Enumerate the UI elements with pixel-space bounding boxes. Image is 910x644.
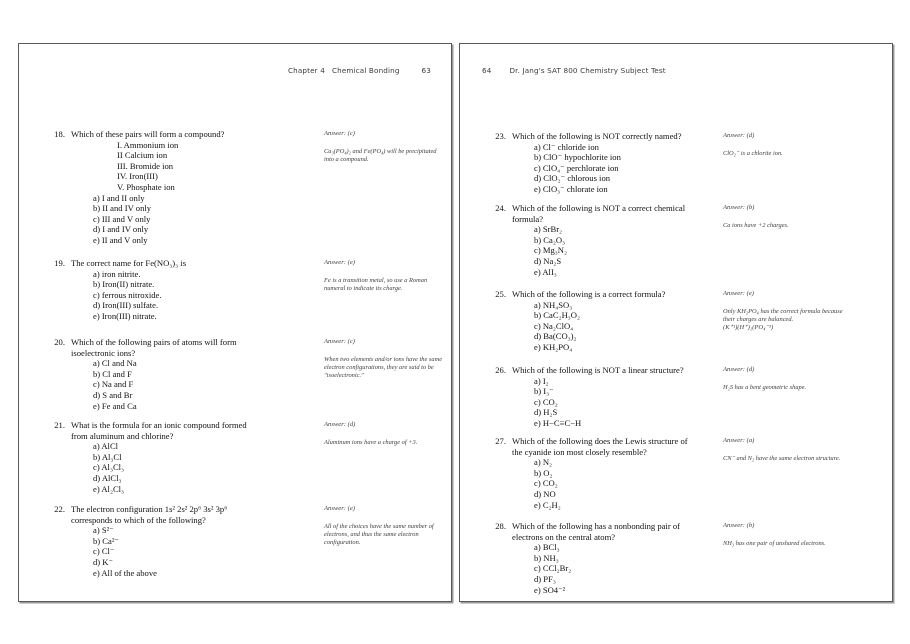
question-stem — [54, 420, 303, 431]
answer-choice[interactable]: b) O₂ — [534, 467, 553, 478]
answer-choice[interactable]: b) NH₃ — [534, 552, 559, 563]
question-body — [495, 131, 744, 195]
answer-explanation: Only KH₂PO₄ has the correct formula because their charges are balanced. (K⁺¹)(H⁺)₂(PO₄⁻³) — [723, 307, 843, 332]
answer-key: Answer: (d) — [723, 366, 755, 373]
question-stem — [495, 365, 744, 376]
answer-key: Answer: (d) — [324, 421, 356, 428]
question-stem-cont — [512, 214, 744, 225]
answer-choice[interactable]: c) Na₂ClO₄ — [534, 320, 574, 331]
question-text: Which of the following pairs of atoms will form — [71, 337, 237, 347]
answer-choice[interactable]: a) Cl⁻ chloride ion — [534, 141, 599, 152]
answer-choice[interactable]: e) II and V only — [93, 234, 148, 245]
question-stem — [54, 504, 303, 515]
answer-choice[interactable]: e) All of the above — [93, 567, 157, 578]
answer-choice[interactable]: d) PF₃ — [534, 573, 556, 584]
answer-key: Answer: (c) — [324, 338, 355, 345]
answer-choice[interactable]: d) ClO₂⁻ chlorous ion — [534, 173, 611, 184]
question-text: The electron configuration 1s² 2s² 2p⁶ 3s² 3p⁶ — [71, 504, 228, 514]
answer-choice[interactable]: b) CaC₂H₃O₂ — [534, 310, 580, 321]
answer-annotation — [324, 130, 444, 164]
answer-choice[interactable]: e) Iron(III) nitrate. — [93, 310, 157, 321]
question-stem — [495, 131, 744, 142]
answer-choice[interactable]: d) NO — [534, 488, 556, 499]
question-number: 25. — [495, 289, 506, 299]
question-text: The correct name for Fe(NO₃)₃ is — [71, 258, 187, 268]
answer-choice[interactable]: a) Cl and Na — [93, 358, 137, 369]
answer-annotation — [723, 522, 843, 548]
answer-choice[interactable]: e) Fe and Ca — [93, 400, 137, 411]
question-number: 23. — [495, 131, 506, 141]
answer-annotation — [723, 132, 843, 158]
answer-key: Answer: (e) — [324, 259, 355, 266]
question-number: 24. — [495, 203, 506, 213]
answer-choice[interactable]: a) SrBr₂ — [534, 224, 563, 235]
answer-choice[interactable]: e) KH₂PO₄ — [534, 341, 573, 352]
question-number: 19. — [54, 258, 65, 268]
question-stem — [495, 521, 744, 532]
question-text: isoelectronic ions? — [71, 347, 136, 358]
answer-choice[interactable]: d) Ba(CO₃)₂ — [534, 331, 577, 342]
question-body — [495, 436, 744, 510]
answer-choice[interactable]: a) I₂ — [534, 375, 549, 386]
header-page-number: 64 — [482, 66, 492, 75]
answer-key: Answer: (d) — [723, 132, 755, 139]
answer-annotation — [324, 421, 444, 447]
answer-explanation: Fe is a transition metal, so use a Roman numeral to indicate its charge. — [324, 276, 428, 292]
answer-choice[interactable]: c) Mg₃N₂ — [534, 245, 567, 256]
answer-choice[interactable]: a) S²⁻ — [93, 525, 114, 536]
question-body — [495, 203, 744, 277]
question-roman-item: II Calcium ion — [117, 150, 168, 161]
question-number: 21. — [54, 420, 65, 430]
header-page-number: 63 — [421, 66, 431, 75]
question-text: from aluminum and chlorine? — [71, 430, 174, 441]
answer-choice[interactable]: e) AlI₃ — [534, 266, 557, 277]
answer-choice[interactable]: b) Ca²⁻ — [93, 535, 119, 546]
question-roman-item: V. Phosphate ion — [117, 181, 175, 192]
answer-annotation — [324, 259, 444, 293]
answer-key: Answer: (b) — [723, 204, 755, 211]
answer-choice[interactable]: d) H₂S — [534, 407, 558, 418]
question-stem — [495, 203, 744, 214]
answer-key: Answer: (c) — [324, 130, 355, 137]
question-roman-item: I. Ammonium ion — [117, 139, 179, 150]
answer-choice[interactable]: c) CCl₂Br₂ — [534, 563, 572, 574]
question-text: electrons on the central atom? — [512, 531, 616, 542]
answer-choice[interactable]: b) II and IV only — [93, 203, 152, 214]
answer-choice[interactable]: c) CO₂ — [534, 478, 558, 489]
header-chapter-label: Chapter 4 — [288, 66, 325, 75]
answer-explanation: NH₃ has one pair of unshared electrons. — [723, 539, 826, 547]
page-left — [18, 43, 452, 602]
page-right — [459, 43, 893, 602]
answer-choice[interactable]: e) SO4⁻² — [534, 584, 566, 595]
answer-choice[interactable]: a) NH₄SO₃ — [534, 299, 573, 310]
answer-choice[interactable]: c) Cl⁻ — [93, 546, 115, 557]
answer-choice[interactable]: a) I and II only — [93, 192, 145, 203]
answer-key: Answer: (a) — [723, 437, 755, 444]
question-stem — [495, 436, 744, 447]
answer-choice[interactable]: e) H−C≡C−H — [534, 417, 582, 428]
answer-explanation: Ca₃(PO₄)₂ and Fe(PO₄) will be precipitated into a compound. — [324, 147, 437, 163]
question-text: Which of the following has a nonbonding pair of — [512, 521, 681, 531]
question-body — [54, 504, 303, 578]
question-number: 18. — [54, 129, 65, 139]
question-text: Which of the following is NOT a correct chemical — [512, 203, 686, 213]
question-stem — [54, 337, 303, 348]
question-stem — [54, 129, 303, 140]
answer-explanation: Ca ions have +2 charges. — [723, 221, 789, 229]
answer-choice[interactable]: e) ClO₃⁻ chlorate ion — [534, 183, 608, 194]
question-body — [495, 521, 744, 595]
answer-choice[interactable]: e) Al₂Cl₃ — [93, 483, 125, 494]
question-stem-cont — [71, 431, 303, 442]
answer-choice[interactable]: c) ClO₄⁻ perchlorate ion — [534, 162, 619, 173]
answer-explanation-formula: (K⁺¹)(H⁺)₂(PO₄⁻³) — [723, 324, 774, 332]
answer-choice[interactable]: c) ferrous nitroxide. — [93, 289, 162, 300]
answer-explanation: All of the choices have the same number of electrons, and thus the same electron configuration. — [324, 522, 434, 547]
question-text: the cyanide ion most closely resemble? — [512, 446, 647, 457]
question-number: 26. — [495, 365, 506, 375]
answer-annotation — [723, 204, 843, 230]
answer-choice[interactable]: a) iron nitrite. — [93, 268, 141, 279]
answer-choice[interactable]: e) C₂H₂ — [534, 499, 561, 510]
header-book-title: Dr. Jang's SAT 800 Chemistry Subject Test — [509, 66, 666, 75]
question-text: Which of these pairs will form a compound? — [71, 129, 225, 139]
running-header-right — [482, 66, 666, 75]
answer-key: Answer: (e) — [723, 290, 754, 297]
answer-choice[interactable]: c) Al₃Cl₃ — [93, 462, 125, 473]
question-number: 28. — [495, 521, 506, 531]
answer-choice[interactable]: d) I and IV only — [93, 224, 149, 235]
answer-key: Answer: (b) — [723, 522, 755, 529]
question-text: Which of the following is a correct formula? — [512, 289, 666, 299]
question-text: What is the formula for an ionic compound formed — [71, 420, 247, 430]
answer-choice[interactable]: c) CO₂ — [534, 396, 558, 407]
running-header-left — [288, 66, 431, 75]
question-body — [54, 337, 303, 411]
answer-choice[interactable]: b) ClO⁻ hypochlorite ion — [534, 152, 621, 163]
answer-choice[interactable]: a) AlCl — [93, 441, 119, 452]
answer-key: Answer: (e) — [324, 505, 355, 512]
answer-choice[interactable]: a) BCl₃ — [534, 542, 560, 553]
answer-choice[interactable]: a) N₂ — [534, 457, 553, 468]
answer-choice[interactable]: b) Ca₂O₃ — [534, 234, 566, 245]
question-number: 27. — [495, 436, 506, 446]
answer-choice[interactable]: b) I₃⁻ — [534, 386, 554, 397]
answer-choice[interactable]: d) S and Br — [93, 389, 133, 400]
question-stem-cont — [512, 532, 744, 543]
answer-choice[interactable]: d) Na₂S — [534, 255, 562, 266]
answer-choice[interactable]: b) Cl and F — [93, 368, 132, 379]
question-text: Which of the following is NOT correctly named? — [512, 131, 682, 141]
answer-annotation — [723, 290, 843, 333]
question-roman-item: III. Bromide ion — [117, 160, 174, 171]
question-body — [495, 365, 744, 429]
header-chapter-title: Chemical Bonding — [331, 66, 400, 75]
question-body — [495, 289, 744, 353]
answer-annotation — [723, 366, 843, 392]
question-stem-cont — [71, 348, 303, 359]
answer-annotation — [324, 338, 444, 381]
question-text: Which of the following does the Lewis structure of — [512, 436, 688, 446]
question-text: Which of the following is NOT a linear structure? — [512, 365, 684, 375]
answer-choice[interactable]: d) Iron(III) sulfate. — [93, 300, 159, 311]
answer-choice[interactable]: b) Iron(II) nitrate. — [93, 279, 155, 290]
answer-explanation: When two elements and/or ions have the same electron configurations, they are said to be "isoelectronic." — [324, 355, 443, 380]
question-text: corresponds to which of the following? — [71, 514, 206, 525]
answer-explanation: ClO₂⁻ is a chlorite ion. — [723, 149, 783, 157]
question-number: 22. — [54, 504, 65, 514]
answer-explanation: Aluminum ions have a charge of +3. — [324, 438, 418, 446]
question-body — [54, 420, 303, 494]
question-number: 20. — [54, 337, 65, 347]
question-stem-cont — [71, 515, 303, 526]
answer-annotation — [324, 505, 444, 548]
question-stem-cont — [512, 447, 744, 458]
question-text: formula? — [512, 213, 544, 224]
question-stem — [495, 289, 744, 300]
question-body — [54, 129, 303, 246]
answer-annotation — [723, 437, 843, 463]
answer-choice[interactable]: b) Al₃Cl — [93, 451, 122, 462]
answer-choice[interactable]: c) III and V only — [93, 213, 151, 224]
answer-explanation: CN⁻ and N₂ have the same electron structure. — [723, 454, 841, 462]
answer-choice[interactable]: d) AlCl₃ — [93, 472, 122, 483]
question-stem — [54, 258, 303, 269]
answer-explanation: H₂S has a bent geometric shape. — [723, 383, 807, 391]
question-body — [54, 258, 303, 322]
answer-choice[interactable]: c) Na and F — [93, 379, 134, 390]
answer-choice[interactable]: d) K⁻ — [93, 556, 114, 567]
question-roman-item: IV. Iron(III) — [117, 171, 158, 182]
